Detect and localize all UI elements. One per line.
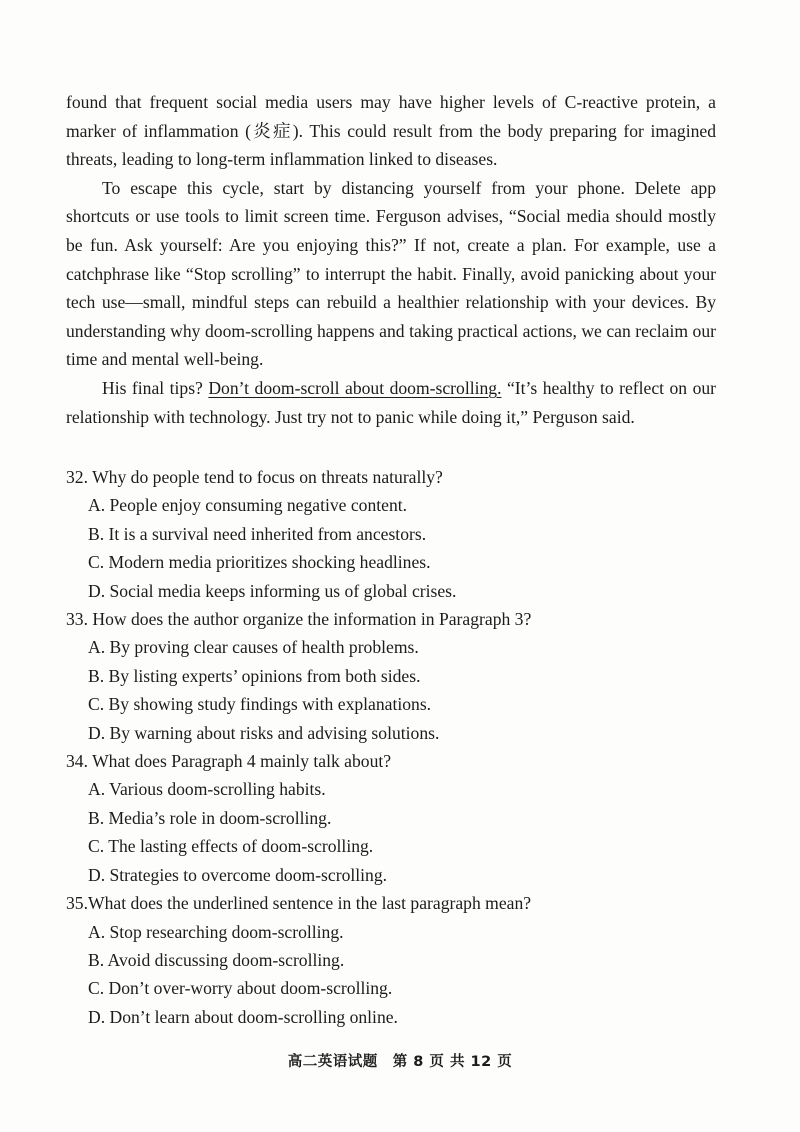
underlined-sentence: Don’t doom-scroll about doom-scrolling. (208, 377, 502, 398)
option-c: C. Don’t over-worry about doom-scrolling. (88, 978, 393, 999)
option-b: B. It is a survival need inherited from ancestors. (88, 523, 427, 544)
question-32 (66, 463, 726, 605)
option-d: D. Don’t learn about doom-scrolling online. (88, 1006, 398, 1027)
passage-paragraph-continued: found that frequent social media users may have higher levels of C-reactive protein, a marker of inflammation (炎症). This could result from the body preparing for imagined threats, leading to long-term inflammation linked to diseases. (66, 92, 716, 170)
reading-passage (66, 88, 716, 431)
question-stem: 32. Why do people tend to focus on threats naturally? (66, 467, 443, 487)
passage-paragraph-final (66, 374, 716, 431)
final-tips-rest: “It’s healthy to reflect on our relationship with technology. Just try not to panic while doing it,” Perguson said. (66, 377, 717, 427)
question-stem: 33. How does the author organize the information in Paragraph 3? (66, 609, 532, 630)
option-b: B. Media’s role in doom-scrolling. (88, 807, 332, 828)
option-c: C. The lasting effects of doom-scrolling. (88, 836, 374, 857)
page-footer: 高二英语试题 第 8 页 共 12 页 (287, 1054, 513, 1070)
option-d: D. By warning about risks and advising solutions. (88, 722, 440, 743)
option-d: D. Strategies to overcome doom-scrolling. (88, 864, 388, 885)
option-a: A. Various doom-scrolling habits. (88, 779, 326, 800)
option-a: A. By proving clear causes of health problems. (88, 637, 419, 658)
option-c: C. Modern media prioritizes shocking headlines. (88, 552, 431, 573)
question-stem: 34. What does Paragraph 4 mainly talk about? (66, 751, 392, 772)
final-tips-lead: His final tips? (102, 377, 209, 398)
option-c: C. By showing study findings with explanations. (88, 694, 432, 715)
question-stem: 35.What does the underlined sentence in the last paragraph mean? (66, 893, 532, 914)
option-a: A. People enjoy consuming negative content. (88, 495, 408, 516)
option-a: A. Stop researching doom-scrolling. (88, 921, 344, 942)
passage-paragraph-4: To escape this cycle, start by distancing yourself from your phone. Delete app shortcuts or use tools to limit screen time. Ferguson advises, “Social media should mostly be fun. Ask yourself: Are you enjoying this?” If not, create a plan. For example, use a catchphrase like “Stop scrolling” to interrupt the habit. Finally, avoid panicking about your tech use—small, mindful steps can rebuild a healthier relationship with your devices. By understanding why doom-scrolling happens and taking practical actions, we can reclaim our time and mental well-being. (66, 177, 716, 370)
question-list (66, 463, 726, 1031)
question-35 (66, 889, 726, 1031)
option-d: D. Social media keeps informing us of global crises. (88, 580, 457, 601)
option-b: B. By listing experts’ opinions from both sides. (88, 665, 421, 686)
question-34 (66, 747, 726, 889)
question-33 (66, 605, 726, 747)
option-b: B. Avoid discussing doom-scrolling. (88, 949, 345, 970)
